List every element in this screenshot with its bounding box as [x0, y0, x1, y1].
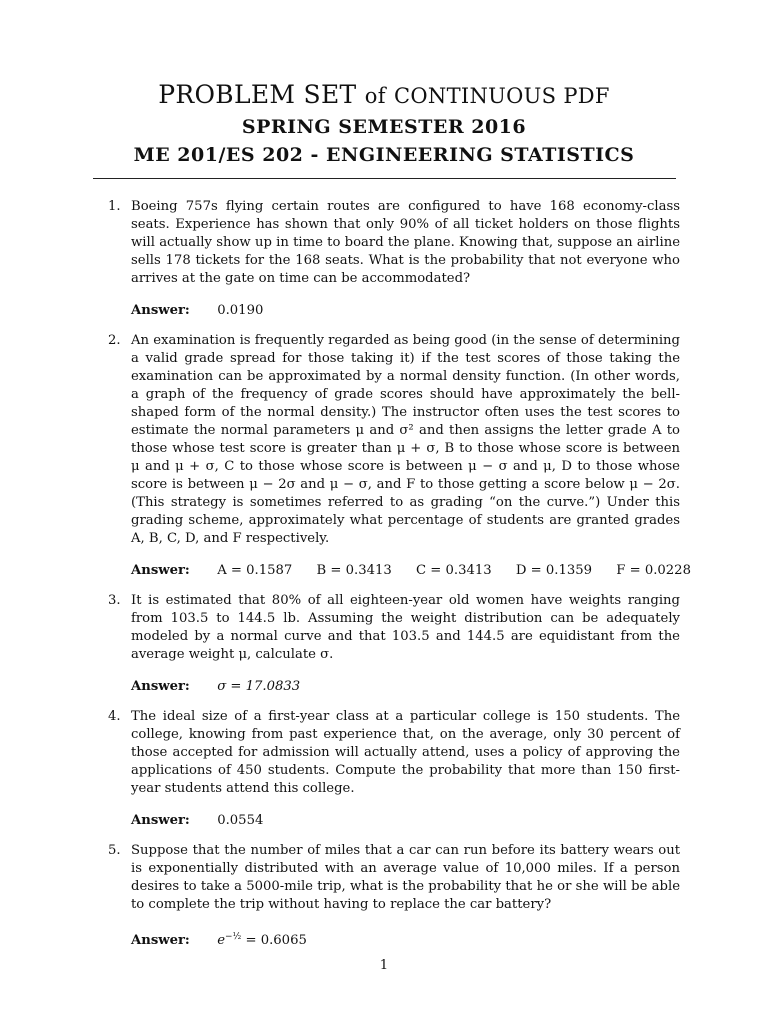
answer-value: σ = 17.0833 [217, 679, 301, 694]
answer-value-f: F = 0.0228 [616, 563, 691, 578]
answer-rest: = 0.6065 [241, 933, 307, 948]
page-number: 1 [379, 958, 389, 973]
problem-1 [108, 198, 680, 320]
problem-text: It is estimated that 80% of all eighteen-year old women have weights ranging from 103.5 to 144.5 lb. Assuming the weight distribution can be adequately modeled by a normal curve and that 103.5 and 144.5 are equidistant from the average weight μ, calculate σ. [131, 593, 680, 662]
answer-row [131, 302, 680, 320]
document-title [0, 78, 768, 113]
problem-number: 3. [108, 593, 121, 608]
answer-label: Answer: [131, 933, 190, 948]
problem-list [108, 198, 691, 962]
title-part-3: CONTINUOUS PDF [394, 84, 610, 108]
problem-text: The ideal size of a first-year class at a particular college is 150 students. The college, knowing from past experience that, on the average, only 30 percent of those accepted for admission will actually attend, uses a policy of approving the applications of 450 students. Compute the probability that more than 150 first-year students attend this college. [131, 709, 680, 796]
title-part-2: of [364, 84, 386, 108]
title-divider [93, 178, 676, 179]
semester-heading: SPRING SEMESTER 2016 [241, 116, 527, 138]
answer-value-d: D = 0.1359 [515, 563, 593, 578]
answer-value: 0.0554 [217, 813, 264, 828]
answer-value: 0.0190 [217, 303, 264, 318]
answer-row [131, 678, 680, 696]
answer-label: Answer: [131, 303, 190, 318]
answer-row [131, 812, 680, 830]
answer-value-c: C = 0.3413 [416, 563, 492, 578]
problem-3 [108, 592, 680, 696]
answer-label: Answer: [131, 679, 190, 694]
problem-number: 5. [108, 843, 121, 858]
answer-base: e [217, 933, 226, 948]
answer-row [131, 562, 691, 580]
answer-value-a: A = 0.1587 [217, 563, 293, 578]
problem-text: Boeing 757s flying certain routes are configured to have 168 economy-class seats. Experience has shown that only 90% of all ticket holders on those flights will actually show up in time to board the plane. Knowing that, suppose an airline sells 178 tickets for the 168 seats. What is the probability that not everyone who arrives at the gate on time can be accommodated? [131, 199, 680, 286]
problem-text: Suppose that the number of miles that a car can run before its battery wears out is exponentially distributed with an average value of 10,000 miles. If a person desires to take a 5000-mile trip, what is the probability that he or she will be able to complete the trip without having to replace the car battery? [131, 843, 680, 912]
problem-number: 2. [108, 333, 121, 348]
course-heading: ME 201/ES 202 - ENGINEERING STATISTICS [133, 144, 635, 166]
answer-label: Answer: [131, 813, 190, 828]
problem-4 [108, 708, 680, 830]
answer-exponent: −½ [225, 932, 242, 942]
problem-5 [108, 842, 680, 950]
answer-label: Answer: [131, 563, 190, 578]
title-part-1: PROBLEM SET [158, 80, 357, 109]
problem-2 [108, 332, 691, 580]
answer-row [131, 928, 680, 950]
problem-number: 1. [108, 199, 121, 214]
answer-value [217, 928, 307, 950]
problem-number: 4. [108, 709, 121, 724]
problem-text: An examination is frequently regarded as being good (in the sense of determining a valid grade spread for those taking it) if the test scores of those taking the examination can be approximated by a normal density function. (In other words, a graph of the frequency of grade scores should have approximately the bell-shaped form of the normal density.) The instructor often uses the test scores to estimate the normal parameters μ and σ² and then assigns the letter grade A to those whose test score is greater than μ + σ, B to those whose score is between μ and μ + σ, C to those whose score is between μ − σ and μ, D to those whose score is between μ − 2σ and μ − σ, and F to those getting a score below μ − 2σ. (This strategy is sometimes referred to as grading “on the curve.”) Under this grading scheme, approximately what percentage of students are granted grades A, B, C, D, and F respectively. [131, 333, 680, 546]
title-block [0, 78, 768, 169]
answer-value-b: B = 0.3413 [316, 563, 392, 578]
